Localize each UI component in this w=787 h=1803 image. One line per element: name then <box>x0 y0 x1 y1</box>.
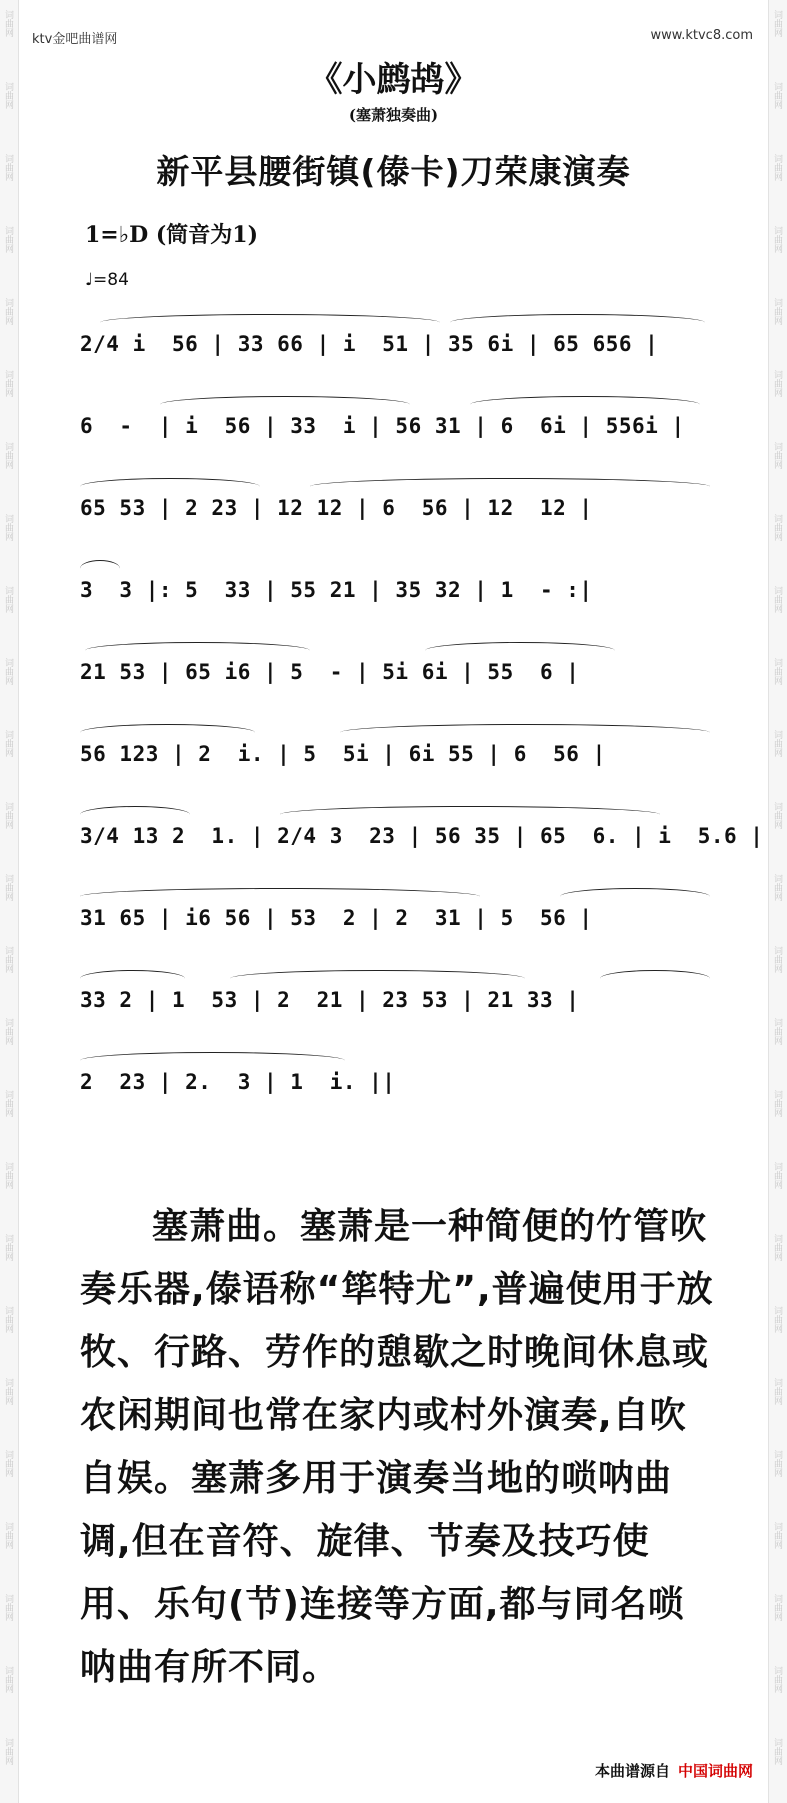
key-signature: 1=♭D (筒音为1) <box>85 222 258 248</box>
slur-mark <box>560 888 710 905</box>
side-watermark-text: 词曲网 <box>772 802 782 829</box>
score-line-notes: 65 53 | 2 23 | 12 12 | 6 56 | 12 12 | <box>80 496 593 520</box>
side-watermark-text: 词曲网 <box>3 514 13 541</box>
side-watermark-text: 词曲网 <box>772 1234 782 1261</box>
side-watermark-text: 词曲网 <box>772 82 782 109</box>
score-line <box>80 474 720 556</box>
side-watermark-text: 词曲网 <box>3 154 13 181</box>
footer <box>595 1760 753 1781</box>
score-line-notes: 3/4 13 2 1. | 2/4 3 23 | 56 35 | 65 6. | i 5.6 | <box>80 824 764 848</box>
score-line <box>80 884 720 966</box>
side-watermark-text: 词曲网 <box>772 730 782 757</box>
side-watermark-text: 词曲网 <box>772 874 782 901</box>
music-score <box>80 310 764 1130</box>
score-line-notes: 33 2 | 1 53 | 2 21 | 23 53 | 21 33 | <box>80 988 580 1012</box>
side-watermark-text: 词曲网 <box>3 1090 13 1117</box>
side-watermark-text: 词曲网 <box>3 442 13 469</box>
slur-mark <box>160 396 410 413</box>
watermark-site-left: ktv金吧曲谱网 <box>32 32 118 47</box>
side-watermark-text: 词曲网 <box>772 658 782 685</box>
side-watermark-text: 词曲网 <box>772 1378 782 1405</box>
score-line <box>80 802 764 884</box>
side-watermark-text: 词曲网 <box>3 1594 13 1621</box>
slur-mark <box>80 724 255 741</box>
score-line <box>80 392 720 474</box>
slur-mark <box>80 806 190 823</box>
side-watermark-text: 词曲网 <box>772 1666 782 1693</box>
slur-mark <box>80 1052 345 1069</box>
score-line-notes: 3 3 |: 5 33 | 55 21 | 35 32 | 1 - :| <box>80 578 593 602</box>
song-subtitle: (塞萧独奏曲) <box>348 106 439 124</box>
side-watermark-text: 词曲网 <box>3 658 13 685</box>
side-watermark-text: 词曲网 <box>3 1738 13 1765</box>
score-line-notes: 21 53 | 65 i6 | 5 - | 5i 6i | 55 6 | <box>80 660 580 684</box>
watermark-site-right: www.ktvc8.com <box>650 28 753 43</box>
side-watermark-text: 词曲网 <box>3 1666 13 1693</box>
footer-source-label: 本曲谱源自 <box>594 1762 670 1780</box>
side-watermark-text: 词曲网 <box>772 1306 782 1333</box>
slur-mark <box>80 560 120 577</box>
side-watermark-text: 词曲网 <box>3 1234 13 1261</box>
side-watermark-text: 词曲网 <box>772 10 782 37</box>
score-line <box>80 638 720 720</box>
side-watermark-text: 词曲网 <box>772 1522 782 1549</box>
slur-mark <box>340 724 710 741</box>
side-watermark-text: 词曲网 <box>772 1450 782 1477</box>
side-watermark-text: 词曲网 <box>3 10 13 37</box>
score-line-notes: 6 - | i 56 | 33 i | 56 31 | 6 6i | 556i | <box>80 414 685 438</box>
score-line <box>80 966 720 1048</box>
side-watermark-text: 词曲网 <box>3 1522 13 1549</box>
score-line <box>80 310 720 392</box>
footer-brand-link[interactable]: 中国词曲网 <box>677 1762 753 1780</box>
score-line-notes: 2 23 | 2. 3 | 1 i. || <box>80 1070 396 1094</box>
side-watermark-text: 词曲网 <box>3 1450 13 1477</box>
side-watermark-text: 词曲网 <box>772 1738 782 1765</box>
score-line <box>80 720 720 802</box>
score-line-notes: 56 123 | 2 i. | 5 5i | 6i 55 | 6 56 | <box>80 742 606 766</box>
side-watermark-text: 词曲网 <box>772 154 782 181</box>
side-watermark-text: 词曲网 <box>772 514 782 541</box>
slur-mark <box>425 642 615 659</box>
side-watermark-text: 词曲网 <box>772 370 782 397</box>
left-watermark-strip <box>0 0 19 1803</box>
side-watermark-text: 词曲网 <box>3 1306 13 1333</box>
performer-line: 新平县腰街镇(傣卡)刀荣康演奏 <box>156 152 631 191</box>
side-watermark-text: 词曲网 <box>772 1090 782 1117</box>
slur-mark <box>80 478 260 495</box>
side-watermark-text: 词曲网 <box>772 946 782 973</box>
score-line-notes: 2/4 i 56 | 33 66 | i 51 | 35 6i | 65 656 | <box>80 332 659 356</box>
side-watermark-text: 词曲网 <box>772 1162 782 1189</box>
slur-mark <box>100 314 440 331</box>
side-watermark-text: 词曲网 <box>3 82 13 109</box>
score-line <box>80 556 720 638</box>
side-watermark-text: 词曲网 <box>772 1594 782 1621</box>
side-watermark-text: 词曲网 <box>772 298 782 325</box>
side-watermark-text: 词曲网 <box>3 730 13 757</box>
slur-mark <box>450 314 705 331</box>
side-watermark-text: 词曲网 <box>3 1162 13 1189</box>
score-line <box>80 1048 720 1130</box>
side-watermark-text: 词曲网 <box>772 1018 782 1045</box>
description-paragraph: 塞萧曲。塞萧是一种简便的竹管吹奏乐器,傣语称“筚特尤”,普遍使用于放牧、行路、劳作的憩歇之时晚间休息或农闲期间也常在家内或村外演奏,自吹自娱。塞萧多用于演奏当地的唢呐曲调,但在音符、旋律、节奏及技巧使用、乐句(节)连接等方面,都与同名唢呐曲有所不同。 <box>80 1206 714 1688</box>
slur-mark <box>280 806 660 823</box>
side-watermark-text: 词曲网 <box>3 586 13 613</box>
side-watermark-text: 词曲网 <box>772 586 782 613</box>
side-watermark-text: 词曲网 <box>3 874 13 901</box>
side-watermark-text: 词曲网 <box>772 442 782 469</box>
side-watermark-text: 词曲网 <box>3 1378 13 1405</box>
slur-mark <box>310 478 710 495</box>
song-title: 《小鹧鸪》 <box>308 60 479 100</box>
slur-mark <box>230 970 525 987</box>
slur-mark <box>80 888 480 905</box>
side-watermark-text: 词曲网 <box>3 946 13 973</box>
side-watermark-text: 词曲网 <box>3 370 13 397</box>
slur-mark <box>80 970 185 987</box>
side-watermark-text: 词曲网 <box>3 298 13 325</box>
slur-mark <box>600 970 710 987</box>
side-watermark-text: 词曲网 <box>3 226 13 253</box>
side-watermark-text: 词曲网 <box>3 802 13 829</box>
slur-mark <box>470 396 700 413</box>
score-line-notes: 31 65 | i6 56 | 53 2 | 2 31 | 5 56 | <box>80 906 593 930</box>
side-watermark-text: 词曲网 <box>772 226 782 253</box>
side-watermark-text: 词曲网 <box>3 1018 13 1045</box>
right-watermark-strip <box>768 0 787 1803</box>
tempo-marking: ♩=84 <box>85 270 129 290</box>
slur-mark <box>85 642 310 659</box>
